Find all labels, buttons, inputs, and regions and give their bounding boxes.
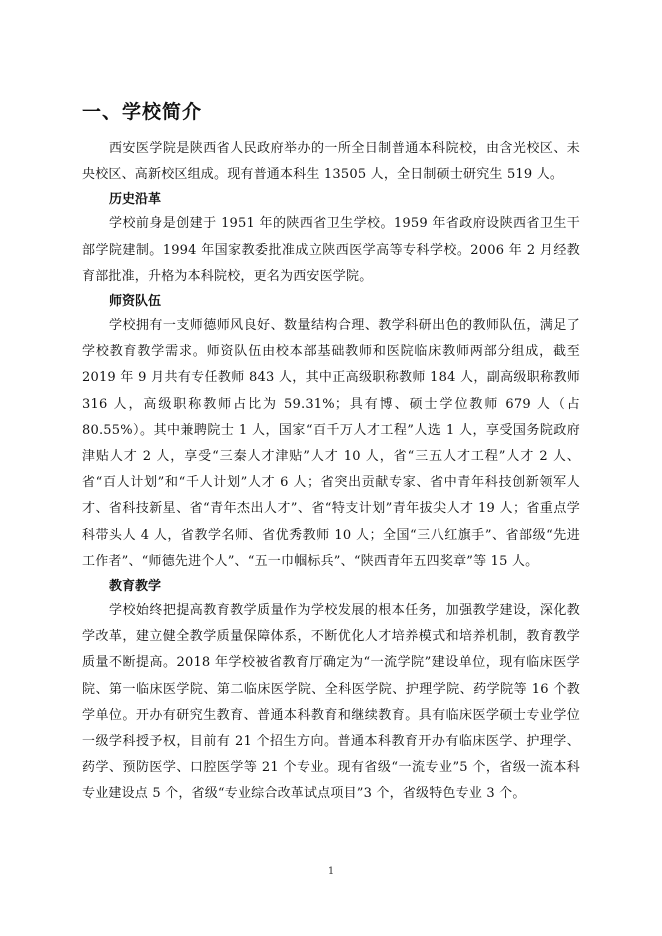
subsection-title-faculty: 师资队伍 xyxy=(109,294,162,310)
section-title: 一、学校简介 xyxy=(82,101,203,123)
subsection-title-history: 历史沿革 xyxy=(109,192,162,208)
intro-paragraph: 西安医学院是陕西省人民政府举办的一所全日制普通本科院校，由含光校区、未央校区、高新校区组成。现有普通本科生 13505 人，全日制硕士研究生 519 人。 xyxy=(82,141,580,183)
subsection-body-history: 学校前身是创建于 1951 年的陕西省卫生学校。1959 年省政府设陕西省卫生干部学院建制。1994 年国家教委批准成立陕西医学高等专科学校。2006 年 2 月经教育部批准，升格为本科院校，更名为西安医学院。 xyxy=(82,216,580,284)
subsection-body-faculty: 学校拥有一支师德师风良好、数量结构合理、教学科研出色的教师队伍，满足了学校教育教学需求。师资队伍由校本部基础教师和医院临床教师两部分组成，截至 2019 年 9 月共有专任教师 843 人，其中正高级职称教师 184 人，副高级职称教师 316 人，高级职称教师占比为 59.31%；具有博、硕士学位教师 679 人（占 80.55%）。其中兼聘院士 1 人，国家“百千万人才工程”人选 1 人，享受国务院政府津贴人才 2 人，享受“三秦人才津贴”人才 10 人，省“三五人才工程”人才 2 人、省“百人计划”和“千人计划”人才 6 人；省突出贡献专家、省中青年科技创新领军人才、省科技新星、省“青年杰出人才”、省“特支计划”青年拔尖人才 19 人；省重点学科带头人 4 人，省教学名师、省优秀教师 10 人；全国“三八红旗手”、省部级“先进工作者”、“师德先进个人”、“五一巾帼标兵”、“陕西青年五四奖章”等 15 人。 xyxy=(82,318,580,569)
page-number: 1 xyxy=(327,866,335,877)
subsection-body-education: 学校始终把提高教育教学质量作为学校发展的根本任务，加强教学建设，深化教学改革，建立健全教学质量保障体系，不断优化人才培养模式和培养机制，教育教学质量不断提高。2018 年学校被省教育厅确定为“一流学院”建设单位，现有临床医学院、第一临床医学院、第二临床医学院、全科医学院、护理学院、药学院等 16 个教学单位。开办有研究生教育、普通本科教育和继续教育。具有临床医学硕士专业学位一级学科授予权，目前有 21 个招生方向。普通本科教育开办有临床医学、护理学、药学、预防医学、口腔医学等 21 个专业。现有省级“一流专业”5 个，省级一流本科专业建设点 5 个，省级“专业综合改革试点项目”3 个，省级特色专业 3 个。 xyxy=(82,603,580,802)
subsection-title-education: 教育教学 xyxy=(109,579,162,595)
page-content xyxy=(82,98,580,808)
